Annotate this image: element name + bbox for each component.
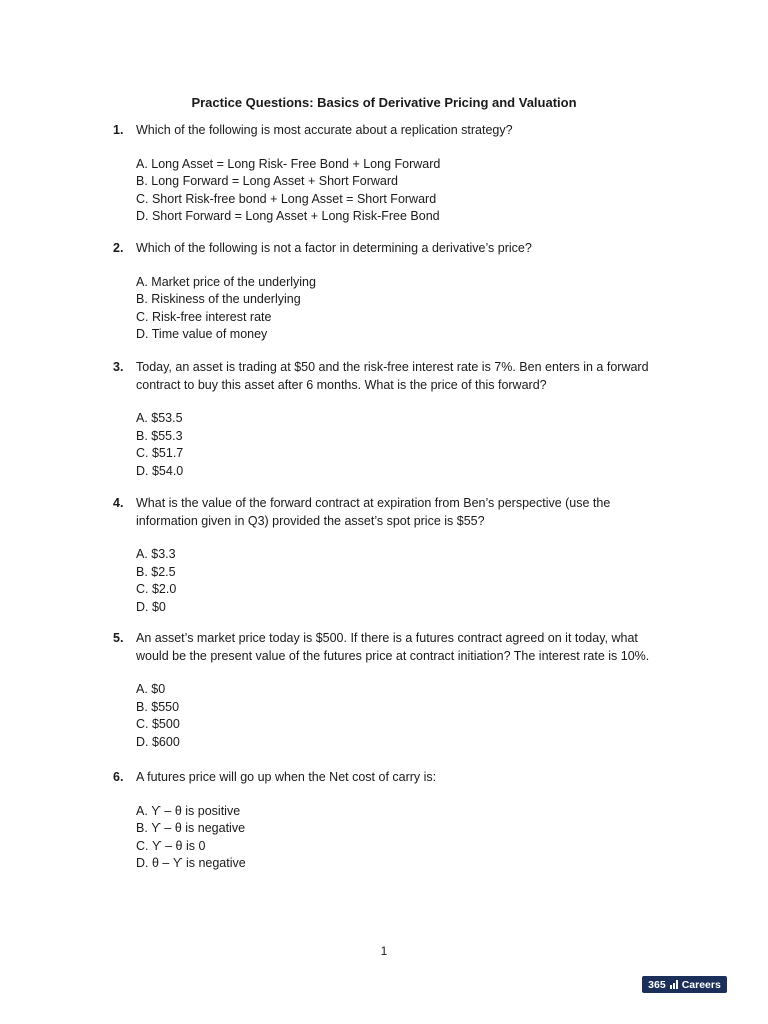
option-b: B. ϒ – θ is negative [136,821,246,835]
brand-logo [642,976,727,993]
question-text: Which of the following is not a factor in determining a derivative’s price? [136,241,532,255]
option-a: A. $0 [136,682,166,696]
option-b: B. $55.3 [136,428,183,443]
option-d: D. θ – ϒ is negative [136,856,246,870]
option-list [136,681,673,751]
option-c: C. ϒ – θ is 0 [136,838,206,853]
question-text: Today, an asset is trading at $50 and the risk-free interest rate is 7%. Ben enters in a forward contract to buy this asset after 6 months. What is the price of this forward? [136,360,649,392]
question-number: 5. [113,631,124,645]
option-c: C. Risk-free interest rate [136,309,272,324]
option-a: A. Market price of the underlying [136,274,316,289]
option-d: D. Short Forward = Long Asset + Long Risk-Free Bond [136,209,440,223]
question-number: 6. [113,770,124,784]
option-c: C. Short Risk-free bond + Long Asset = Short Forward [136,191,437,206]
option-b: B. Long Forward = Long Asset + Short Forward [136,174,398,188]
option-list [136,410,673,480]
question-text: A futures price will go up when the Net cost of carry is: [136,770,437,784]
bar-chart-icon [670,980,678,989]
option-list [136,274,673,344]
logo-word: Careers [681,978,721,991]
question-number: 4. [113,496,124,510]
logo-number: 365 [648,978,666,991]
option-a: A. Long Asset = Long Risk- Free Bond + Long Forward [136,156,441,171]
option-b: B. $550 [136,699,180,714]
option-a: A. $53.5 [136,411,183,425]
option-c: C. $500 [136,717,180,731]
option-c: C. $2.0 [136,582,177,596]
question-number: 3. [113,360,124,374]
question-3 [113,359,673,480]
question-4 [113,495,673,616]
option-list [136,803,673,873]
option-d: D. $600 [136,734,180,749]
option-d: D. $0 [136,599,166,614]
question-number: 1. [113,123,124,137]
option-a: A. $3.3 [136,547,176,561]
page-number: 1 [380,944,388,958]
option-c: C. $51.7 [136,446,184,460]
option-b: B. $2.5 [136,564,176,579]
question-text: Which of the following is most accurate about a replication strategy? [136,123,513,137]
option-a: A. ϒ – θ is positive [136,803,241,818]
option-b: B. Riskiness of the underlying [136,292,301,306]
page-title: Practice Questions: Basics of Derivative Pricing and Valuation [191,95,577,110]
option-d: D. Time value of money [136,327,268,341]
question-number: 2. [113,241,124,255]
question-2 [113,240,673,344]
option-list [136,156,673,226]
option-d: D. $54.0 [136,463,184,478]
option-list [136,546,673,616]
question-1 [113,122,673,226]
question-5 [113,630,673,751]
question-text: What is the value of the forward contract at expiration from Ben’s perspective (use the information given in Q3) provided the asset’s spot price is $55? [136,496,611,528]
question-text: An asset’s market price today is $500. If there is a futures contract agreed on it today, what would be the present value of the futures price at contract initiation? The interest rate is 10%. [136,631,650,663]
question-6 [113,769,673,873]
